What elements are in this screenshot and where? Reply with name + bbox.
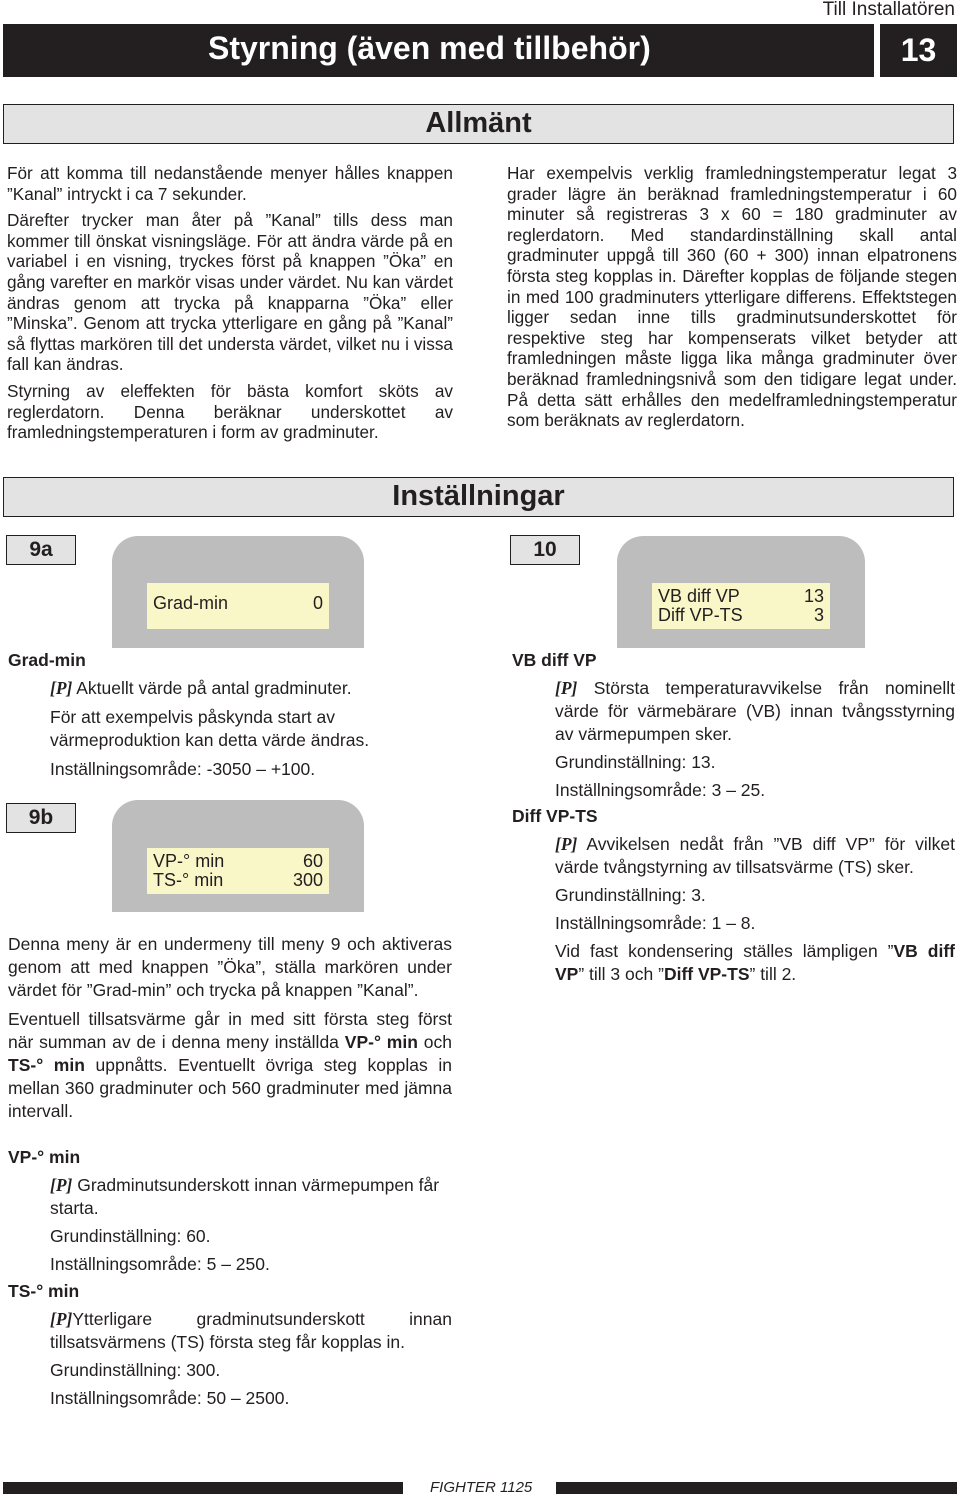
range-text: Inställningsområde: 3 – 25.: [555, 780, 766, 800]
general-left-column: [7, 163, 453, 443]
desc-text: Största temperaturavvikelse från nominellt värde för värmebärare (VB) innan tvångsstyrning av värmepumpen sker.: [555, 678, 955, 744]
display-label: TS-° min: [153, 870, 224, 890]
p-marker: [P]: [50, 1175, 73, 1195]
param-heading-vb-diff-vp: VB diff VP: [512, 650, 597, 670]
note-text: Vid fast kondensering ställes lämpligen ”VB diff VP” till 3 och ”Diff VP-TS” till 2.: [555, 941, 955, 984]
paragraph: Därefter trycker man åter på ”Kanal” tills dess man kommer till önskat visningsläge. För att ändra värde på en variabel i en visning, tryckes först på knappen ”Öka” en gång varefter en markör visas under värdet. Nu kan värdet ändras genom att trycka på knapparna ”Öka” eller ”Minska”. Genom att trycka ytterligare en gång på ”Kanal” så flyttas markören till det understa värdet, vilket nu i vissa fall kan ändras.: [7, 210, 453, 375]
p-marker: [P]: [555, 834, 578, 854]
section-title: Allmänt: [425, 107, 532, 139]
desc-text: Avvikelsen nedåt från ”VB diff VP” för vilket värde tvångstyrning av tillsatsvärme (TS) sker.: [555, 834, 955, 877]
p-marker: [P]: [50, 678, 73, 698]
menu-tag-9b: 9b: [6, 803, 76, 833]
param-heading-vp-min: VP-° min: [8, 1147, 81, 1167]
header-note: Till Installatören: [822, 0, 955, 20]
p-marker: [P]: [555, 678, 578, 698]
display-label: Grad-min: [153, 593, 229, 613]
menu-tag-9a: 9a: [6, 535, 76, 565]
display-value: 60: [302, 851, 323, 871]
default-text: Grundinställning: 300.: [50, 1360, 221, 1380]
display-value: 300: [292, 870, 323, 890]
display-screen: [147, 848, 329, 894]
desc-text: Aktuellt värde på antal gradminuter.: [72, 678, 352, 698]
param-desc-vb-diff-vp: [555, 677, 955, 802]
desc-text: Ytterligare gradminutsunderskott innan tillsatsvärmens (TS) första steg får kopplas in.: [50, 1309, 452, 1352]
p-marker: [P]: [50, 1309, 73, 1329]
display-label: VP-° min: [153, 851, 225, 871]
range-text: Inställningsområde: 1 – 8.: [555, 913, 756, 933]
param-desc-ts-min: [50, 1308, 452, 1410]
display-panel: [112, 536, 364, 648]
section-title: Inställningar: [392, 480, 565, 512]
menu-tag-10: 10: [510, 535, 580, 565]
paragraph: Styrning av eleffekten för bästa komfort sköts av reglerdatorn. Denna beräknar underskottet av framledningstemperaturen i form av gradminuter.: [7, 380, 453, 443]
display-panel: [617, 536, 865, 648]
range-text: Inställningsområde: -3050 – +100.: [50, 759, 316, 779]
display-label: VB diff VP: [658, 586, 740, 606]
section-general: [3, 104, 954, 144]
range-text: Inställningsområde: 50 – 2500.: [50, 1388, 290, 1408]
page-number: 13: [880, 24, 957, 77]
range-text: Inställningsområde: 5 – 250.: [50, 1254, 270, 1274]
default-text: Grundinställning: 13.: [555, 752, 716, 772]
param-desc-vp-min: [50, 1174, 452, 1276]
section-settings: [3, 477, 954, 517]
footer-bar-right: [556, 1482, 957, 1494]
param-desc-diff-vp-ts: [555, 833, 955, 986]
page-title: Styrning (även med tillbehör): [208, 30, 651, 66]
param-heading-grad-min: Grad-min: [8, 650, 86, 670]
paragraph: Eventuell tillsatsvärme går in med sitt första steg först när summan av de i denna meny inställda VP-° min och TS-° min uppnåtts. Eventuellt övriga steg kopplas in mellan 360 gradminuter och 560 gradminuter med jämna intervall.: [8, 1009, 453, 1121]
display-value: 13: [803, 586, 824, 606]
display-value: 3: [813, 605, 824, 625]
param-desc-grad-min: [50, 677, 452, 781]
display-value: 0: [312, 593, 323, 613]
desc-text: För att exempelvis påskynda start av värmeproduktion kan detta värde ändras.: [50, 707, 370, 750]
desc-text: Gradminutsunderskott innan värmepumpen får starta.: [50, 1175, 440, 1218]
footer-model: FIGHTER 1125: [430, 1479, 533, 1496]
paragraph: Har exempelvis verklig framledningstemperatur legat 3 grader lägre än beräknad framledningstemperatur i 60 minuter så registreras 3 x 60 = 180 gradminuter av reglerdatorn. Med standardinställning skall antal gradminuter uppgå till 360 (60 + 300) innan elpatronens första steg kopplas in. Därefter kopplas de följande stegen in med 100 gradminuters ytterligare differens. Effektstegen ligger sedan inne tills gradminutsunderskottet för respektive steg har kompenserats vilket betyder att framledningen måste ligga lika många gradminuter över beräknad framledningsnivå som den tidigare legat under. På detta sätt erhålles den medelframledningstemperatur som beräknats av reglerdatorn.: [507, 163, 957, 431]
default-text: Grundinställning: 60.: [50, 1226, 211, 1246]
display-label: Diff VP-TS: [658, 605, 743, 625]
footer-bar-left: [3, 1482, 403, 1494]
menu9b-text: [8, 933, 452, 1123]
title-bar: [3, 24, 874, 77]
paragraph: Denna meny är en undermeny till meny 9 och aktiveras genom att med knappen ”Öka”, ställa markören under värdet för ”Grad-min” och trycka på knappen ”Kanal”.: [8, 934, 452, 1000]
display-screen: [147, 583, 329, 629]
param-heading-diff-vp-ts: Diff VP-TS: [512, 806, 598, 826]
paragraph: För att komma till nedanstående menyer hålles knappen ”Kanal” intryckt i ca 7 sekunder.: [7, 163, 453, 204]
default-text: Grundinställning: 3.: [555, 885, 706, 905]
general-right-column: [507, 163, 957, 431]
display-screen: [652, 583, 830, 629]
param-heading-ts-min: TS-° min: [8, 1281, 80, 1301]
display-panel: [112, 800, 364, 912]
